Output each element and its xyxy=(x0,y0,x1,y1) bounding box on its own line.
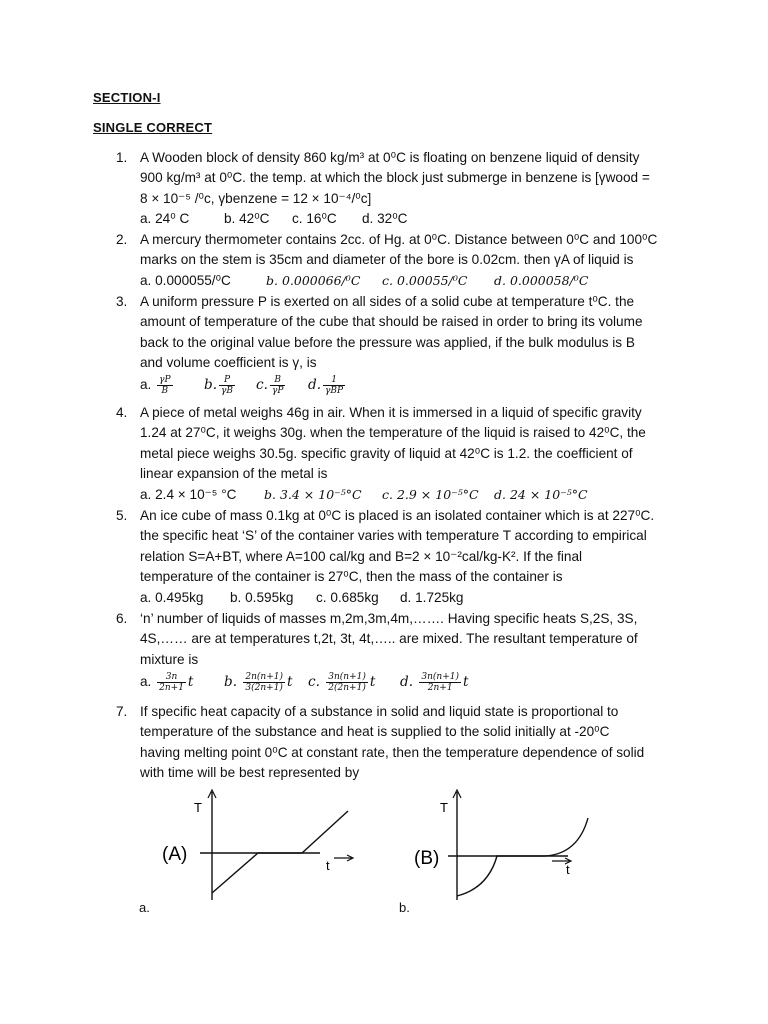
option-d: d. 24 × 10⁻⁵°C xyxy=(494,486,588,502)
options-row xyxy=(140,588,680,608)
question-line: metal piece weighs 30.5g. specific gravity of liquid at 42⁰C is 1.2. the coefficient of xyxy=(140,445,633,461)
option-a: a. 24⁰ C xyxy=(140,211,190,227)
question-line: temperature of the substance and heat is supplied to the solid initially at -20⁰C xyxy=(140,724,610,740)
question-number: 2. xyxy=(116,232,128,247)
options-row xyxy=(140,271,680,291)
question-number: 6. xyxy=(116,611,128,626)
question-line: 1.24 at 27⁰C, it weighs 30g. when the temperature of the liquid is raised to 42⁰C, the xyxy=(140,425,646,441)
options-row xyxy=(140,485,680,505)
option-a: a. 2.4 × 10⁻⁵ °C xyxy=(140,486,237,502)
y-axis-label: T xyxy=(194,800,202,815)
question-line: amount of temperature of the cube that should be raised in order to bring its volume xyxy=(140,314,643,330)
question-line: A uniform pressure P is exerted on all sides of a solid cube at temperature t⁰C. the xyxy=(140,294,635,309)
question-line: mixture is xyxy=(140,651,199,667)
question-number: 4. xyxy=(116,405,128,420)
temperature-curve xyxy=(457,818,588,896)
question-number: 7. xyxy=(116,704,128,719)
question-line: If specific heat capacity of a substance in solid and liquid state is proportional to xyxy=(140,704,619,719)
option-b: b. 42⁰C xyxy=(224,211,270,227)
option-a: a. 0.000055/⁰C xyxy=(140,272,231,288)
options-row xyxy=(140,375,680,396)
option-c: c. $\frac{B}{\gamma P}$ xyxy=(256,374,284,396)
question-line: with time will be best represented by xyxy=(140,765,360,781)
option-b: b. 0.595kg xyxy=(230,589,294,605)
graph-a xyxy=(150,788,370,918)
option-d: d. 0.000058/⁰C xyxy=(494,272,589,288)
x-axis-label: t xyxy=(566,862,570,877)
temperature-curve xyxy=(212,811,348,893)
options-row xyxy=(140,672,680,693)
graph-b xyxy=(400,788,600,918)
question-number: 1. xyxy=(116,150,128,165)
question-line: linear expansion of the metal is xyxy=(140,466,328,482)
option-b: b. 3.4 × 10⁻⁵°C xyxy=(264,486,362,502)
option-c: c. 0.685kg xyxy=(316,589,379,605)
option-d: d. 1.725kg xyxy=(400,589,464,605)
graph-label: (B) xyxy=(414,848,440,869)
question-line: A piece of metal weighs 46g in air. When it is immersed in a liquid of specific gravity xyxy=(140,405,642,420)
option-c: c. 2.9 × 10⁻⁵°C xyxy=(382,486,479,502)
option-b: b. $\frac{P}{\gamma B}$ xyxy=(204,374,234,396)
option-d: d. $\frac{3n(n+1)}{2n+1}$ t xyxy=(400,672,469,694)
question-number: 5. xyxy=(116,508,128,523)
question-line: 8 × 10⁻⁵ /⁰c, γbenzene = 12 × 10⁻⁴/⁰c] xyxy=(140,190,372,206)
option-c: c. $\frac{3n(n+1)}{2(2n+1)}$ t xyxy=(308,672,376,694)
option-b: b. $\frac{2n(n+1)}{3(2n+1)}$ t xyxy=(224,672,293,694)
question-line: relation S=A+BT, where A=100 cal/kg and B=2 × 10⁻²cal/kg-K². If the final xyxy=(140,548,583,564)
x-axis-label: t xyxy=(326,858,330,873)
question-line: 4S,…… are at temperatures t,2t, 3t, 4t,….. are mixed. The resultant temperature of xyxy=(140,631,638,647)
question-line: An ice cube of mass 0.1kg at 0⁰C is placed is an isolated container which is at 227⁰C. xyxy=(140,508,655,523)
question-line: back to the original value before the pressure was applied, if the bulk modulus is B xyxy=(140,334,635,350)
question-line: the specific heat ‘S’ of the container varies with temperature T according to empirical xyxy=(140,528,647,544)
subsection-title: SINGLE CORRECT xyxy=(93,120,213,135)
question-line: 900 kg/m³ at 0⁰C. the temp. at which the block just submerge in benzene is [γwood = xyxy=(140,170,650,186)
option-a: a. 0.495kg xyxy=(140,589,204,605)
option-a: a. $\frac{\gamma P}{B}$ xyxy=(140,374,171,396)
question-line: having melting point 0⁰C at constant rate, then the temperature dependence of solid xyxy=(140,744,645,760)
option-b: b. 0.000066/⁰C xyxy=(266,272,361,288)
option-d: d. $\frac{1}{\text{γBP}}$ xyxy=(308,374,344,396)
question-number: 3. xyxy=(116,294,128,309)
option-c: c. 16⁰C xyxy=(292,211,337,227)
question-line: and volume coefficient is γ, is xyxy=(140,355,317,371)
question-line: A mercury thermometer contains 2cc. of Hg. at 0⁰C. Distance between 0⁰C and 100⁰C xyxy=(140,232,658,247)
graph-a-option: a. xyxy=(139,900,150,915)
graph-b-option: b. xyxy=(399,900,410,915)
section-title: SECTION-I xyxy=(93,90,161,105)
option-a: a. $\frac{3n}{2n+1}$ t xyxy=(140,672,194,694)
options-row xyxy=(140,209,680,229)
question-line: temperature of the container is 27⁰C, then the mass of the container is xyxy=(140,569,563,585)
graph-label: (A) xyxy=(162,844,188,865)
question-line: ‘n’ number of liquids of masses m,2m,3m,4m,……. Having specific heats S,2S, 3S, xyxy=(140,611,638,626)
option-c: c. 0.00055/⁰C xyxy=(382,272,468,288)
y-axis-label: T xyxy=(440,800,448,815)
option-d: d. 32⁰C xyxy=(362,211,408,227)
question-line: marks on the stem is 35cm and diameter of the bore is 0.02cm. then γA of liquid is xyxy=(140,252,634,268)
question-line: A Wooden block of density 860 kg/m³ at 0⁰C is floating on benzene liquid of density xyxy=(140,150,640,165)
